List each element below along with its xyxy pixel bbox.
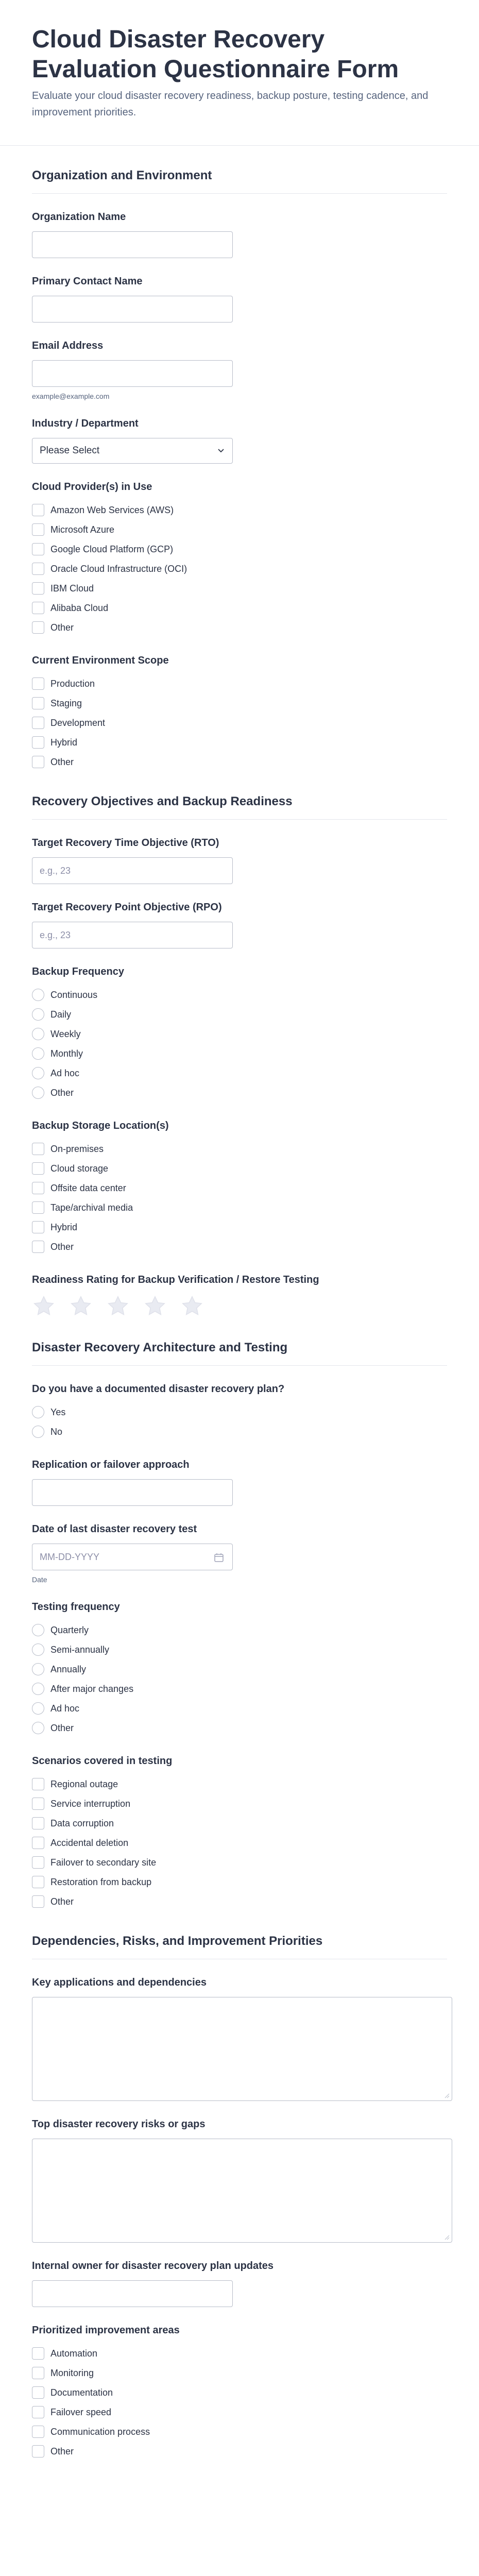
last-test-date-label: Date of last disaster recovery test <box>32 1523 197 1535</box>
option-other[interactable] <box>32 618 447 637</box>
option-other[interactable] <box>32 752 447 772</box>
checkbox[interactable] <box>32 523 44 536</box>
primary-contact-label: Primary Contact Name <box>32 276 143 287</box>
checkbox[interactable] <box>32 1182 44 1194</box>
checkbox[interactable] <box>32 2347 44 2360</box>
checkbox[interactable] <box>32 1162 44 1175</box>
field-replication <box>32 1442 447 1506</box>
testing-frequency-label: Testing frequency <box>32 1601 120 1613</box>
checkbox[interactable] <box>32 621 44 634</box>
radio[interactable] <box>32 1722 44 1734</box>
option-data-corruption[interactable] <box>32 1814 447 1833</box>
field-internal-owner <box>32 2243 447 2307</box>
option-label: Hybrid <box>50 737 78 748</box>
checkbox[interactable] <box>32 1798 44 1810</box>
last-test-date-input[interactable] <box>32 1544 233 1570</box>
readiness-rating-label: Readiness Rating for Backup Verification / Restore Testing <box>32 1274 319 1285</box>
option-communication[interactable] <box>32 2422 447 2442</box>
option-other[interactable] <box>32 1237 447 1257</box>
option-label: Ad hoc <box>50 1067 80 1078</box>
field-last-test-date <box>32 1506 447 1584</box>
radio[interactable] <box>32 1624 44 1636</box>
field-primary-contact <box>32 258 447 323</box>
star-icon[interactable] <box>32 1294 56 1318</box>
checkbox[interactable] <box>32 582 44 595</box>
star-rating <box>32 1294 447 1318</box>
option-label: Monitoring <box>50 2367 94 2378</box>
radio[interactable] <box>32 1028 44 1040</box>
field-key-applications <box>32 1959 447 2101</box>
checkbox[interactable] <box>32 563 44 575</box>
option-label: Failover to secondary site <box>50 1857 157 1868</box>
replication-input[interactable] <box>32 1479 233 1506</box>
organization-name-label: Organization Name <box>32 211 126 223</box>
option-label: Restoration from backup <box>50 1876 152 1887</box>
option-label: Alibaba Cloud <box>50 602 109 613</box>
option-ad-hoc[interactable] <box>32 1063 447 1083</box>
replication-label: Replication or failover approach <box>32 1459 190 1470</box>
option-label: Quarterly <box>50 1624 89 1635</box>
option-yes[interactable] <box>32 1402 447 1422</box>
option-label: Documentation <box>50 2387 113 2398</box>
option-semi-annually[interactable] <box>32 1640 447 1659</box>
field-improvement-areas <box>32 2307 447 2461</box>
option-service-interruption[interactable] <box>32 1794 447 1814</box>
field-backup-storage <box>32 1103 447 1257</box>
option-other[interactable] <box>32 2442 447 2461</box>
checkbox[interactable] <box>32 543 44 555</box>
radio[interactable] <box>32 1067 44 1079</box>
industry-label: Industry / Department <box>32 418 139 429</box>
option-label: After major changes <box>50 1683 134 1694</box>
field-top-risks <box>32 2101 447 2243</box>
key-applications-textarea[interactable] <box>32 1997 452 2101</box>
star-icon[interactable] <box>143 1294 167 1318</box>
rpo-label: Target Recovery Point Objective (RPO) <box>32 902 222 913</box>
option-offsite[interactable] <box>32 1178 447 1198</box>
section-title-architecture: Disaster Recovery Architecture and Testing <box>32 1318 447 1366</box>
field-industry <box>32 400 447 464</box>
radio[interactable] <box>32 1406 44 1418</box>
checkbox[interactable] <box>32 717 44 729</box>
radio[interactable] <box>32 989 44 1001</box>
checkbox[interactable] <box>32 1837 44 1849</box>
option-regional-outage[interactable] <box>32 1774 447 1794</box>
option-continuous[interactable] <box>32 985 447 1005</box>
radio[interactable] <box>32 1683 44 1695</box>
rto-label: Target Recovery Time Objective (RTO) <box>32 837 219 849</box>
primary-contact-input[interactable] <box>32 296 233 323</box>
option-quarterly[interactable] <box>32 1620 447 1640</box>
option-after-major-changes[interactable] <box>32 1679 447 1699</box>
section-title-dependencies: Dependencies, Risks, and Improvement Priorities <box>32 1911 447 1959</box>
top-risks-textarea[interactable] <box>32 2139 452 2243</box>
checkbox[interactable] <box>32 677 44 690</box>
option-failover-speed[interactable] <box>32 2402 447 2422</box>
option-label: Continuous <box>50 989 98 1000</box>
email-label: Email Address <box>32 340 104 351</box>
documented-plan-label: Do you have a documented disaster recovery plan? <box>32 1383 285 1395</box>
option-aws[interactable] <box>32 500 447 520</box>
field-documented-plan <box>32 1366 447 1442</box>
field-email <box>32 323 447 400</box>
option-label: Amazon Web Services (AWS) <box>50 504 174 515</box>
option-restoration[interactable] <box>32 1872 447 1892</box>
backup-storage-label: Backup Storage Location(s) <box>32 1120 169 1131</box>
option-label: Accidental deletion <box>50 1837 129 1848</box>
option-production[interactable] <box>32 674 447 693</box>
radio[interactable] <box>32 1426 44 1438</box>
option-staging[interactable] <box>32 693 447 713</box>
option-label: Offsite data center <box>50 1182 126 1193</box>
checkbox[interactable] <box>32 756 44 768</box>
option-label: Failover speed <box>50 2406 112 2417</box>
radio[interactable] <box>32 1663 44 1675</box>
email-input[interactable] <box>32 360 233 387</box>
form-subtitle: Evaluate your cloud disaster recovery readiness, backup posture, testing cadence, and improvement priorities. <box>32 90 429 118</box>
checkbox[interactable] <box>32 1143 44 1155</box>
scenarios-label: Scenarios covered in testing <box>32 1755 173 1767</box>
checkbox[interactable] <box>32 697 44 709</box>
industry-select-value: Please Select <box>40 445 100 456</box>
email-sublabel: example@example.com <box>32 392 110 400</box>
option-label: Staging <box>50 698 82 708</box>
checkbox[interactable] <box>32 1241 44 1253</box>
option-label: Other <box>50 1722 74 1733</box>
option-label: Daily <box>50 1009 72 1020</box>
option-label: Other <box>50 756 74 767</box>
checkbox[interactable] <box>32 1778 44 1790</box>
checkbox[interactable] <box>32 1856 44 1869</box>
key-applications-label: Key applications and dependencies <box>32 1977 207 1988</box>
checkbox[interactable] <box>32 2406 44 2418</box>
option-ad-hoc[interactable] <box>32 1699 447 1718</box>
option-monitoring[interactable] <box>32 2363 447 2383</box>
checkbox[interactable] <box>32 736 44 749</box>
option-documentation[interactable] <box>32 2383 447 2402</box>
chevron-down-icon <box>218 447 224 453</box>
option-label: Monthly <box>50 1048 83 1059</box>
option-label: Production <box>50 678 95 689</box>
option-annually[interactable] <box>32 1659 447 1679</box>
internal-owner-input[interactable] <box>32 2280 233 2307</box>
checkbox[interactable] <box>32 1221 44 1233</box>
rpo-input[interactable] <box>32 922 233 948</box>
radio[interactable] <box>32 1008 44 1021</box>
radio[interactable] <box>32 1047 44 1060</box>
section-title-objectives: Recovery Objectives and Backup Readiness <box>32 772 447 820</box>
option-failover[interactable] <box>32 1853 447 1872</box>
checkbox[interactable] <box>32 2386 44 2399</box>
option-label: Annually <box>50 1664 87 1674</box>
option-label: Other <box>50 1241 74 1252</box>
checkbox[interactable] <box>32 2367 44 2379</box>
radio[interactable] <box>32 1643 44 1656</box>
option-ibm[interactable] <box>32 579 447 598</box>
option-label: Automation <box>50 2348 98 2359</box>
field-scenarios <box>32 1738 447 1911</box>
option-no[interactable] <box>32 1422 447 1442</box>
option-label: Semi-annually <box>50 1644 110 1655</box>
option-label: Yes <box>50 1406 66 1417</box>
option-alibaba[interactable] <box>32 598 447 618</box>
calendar-icon[interactable] <box>214 1552 224 1563</box>
resize-grip-icon[interactable] <box>443 2092 450 2098</box>
option-label: Other <box>50 1896 74 1907</box>
section-title-organization: Organization and Environment <box>32 146 447 194</box>
resize-grip-icon[interactable] <box>443 2234 450 2240</box>
cloud-providers-label: Cloud Provider(s) in Use <box>32 481 152 493</box>
checkbox[interactable] <box>32 1817 44 1829</box>
option-label: Weekly <box>50 1028 81 1039</box>
option-accidental-deletion[interactable] <box>32 1833 447 1853</box>
option-label: Tape/archival media <box>50 1202 133 1213</box>
option-label: Communication process <box>50 2426 150 2437</box>
option-gcp[interactable] <box>32 539 447 559</box>
field-backup-frequency <box>32 948 447 1103</box>
field-readiness-rating <box>32 1257 447 1318</box>
backup-frequency-label: Backup Frequency <box>32 966 124 977</box>
option-label: Regional outage <box>50 1778 118 1789</box>
checkbox[interactable] <box>32 504 44 516</box>
organization-name-input[interactable] <box>32 231 233 258</box>
option-label: Google Cloud Platform (GCP) <box>50 544 174 554</box>
form-title: Cloud Disaster Recovery Evaluation Questionnaire Form <box>32 26 399 83</box>
top-risks-label: Top disaster recovery risks or gaps <box>32 2119 206 2130</box>
field-organization-name <box>32 194 447 258</box>
option-label: Other <box>50 1087 74 1098</box>
option-tape[interactable] <box>32 1198 447 1217</box>
option-oci[interactable] <box>32 559 447 579</box>
option-cloud-storage[interactable] <box>32 1159 447 1178</box>
option-label: Microsoft Azure <box>50 524 115 535</box>
option-label: Cloud storage <box>50 1163 109 1174</box>
radio[interactable] <box>32 1702 44 1715</box>
improvement-areas-label: Prioritized improvement areas <box>32 2325 180 2336</box>
checkbox[interactable] <box>32 1895 44 1908</box>
option-label: Hybrid <box>50 1222 78 1232</box>
field-cloud-providers <box>32 464 447 637</box>
option-label: Data corruption <box>50 1818 114 1828</box>
radio[interactable] <box>32 1087 44 1099</box>
checkbox[interactable] <box>32 1201 44 1214</box>
internal-owner-label: Internal owner for disaster recovery plan updates <box>32 2260 274 2272</box>
option-label: Oracle Cloud Infrastructure (OCI) <box>50 563 187 574</box>
industry-select[interactable] <box>32 438 233 464</box>
option-label: Other <box>50 2446 74 2456</box>
option-label: On-premises <box>50 1143 104 1154</box>
option-label: Other <box>50 622 74 633</box>
field-rto <box>32 820 447 884</box>
environment-scope-label: Current Environment Scope <box>32 655 169 666</box>
star-icon[interactable] <box>180 1294 204 1318</box>
date-sublabel: Date <box>32 1575 47 1584</box>
rto-input[interactable] <box>32 857 233 884</box>
option-automation[interactable] <box>32 2344 447 2363</box>
option-hybrid[interactable] <box>32 733 447 752</box>
star-icon[interactable] <box>106 1294 130 1318</box>
star-icon[interactable] <box>69 1294 93 1318</box>
option-weekly[interactable] <box>32 1024 447 1044</box>
form-header <box>0 0 479 146</box>
checkbox[interactable] <box>32 1876 44 1888</box>
option-other[interactable] <box>32 1892 447 1911</box>
option-label: Ad hoc <box>50 1703 80 1714</box>
field-rpo <box>32 884 447 948</box>
option-other[interactable] <box>32 1083 447 1103</box>
field-testing-frequency <box>32 1584 447 1738</box>
option-development[interactable] <box>32 713 447 733</box>
option-label: No <box>50 1426 63 1437</box>
option-hybrid[interactable] <box>32 1217 447 1237</box>
option-on-premises[interactable] <box>32 1139 447 1159</box>
option-other[interactable] <box>32 1718 447 1738</box>
option-azure[interactable] <box>32 520 447 539</box>
field-environment-scope <box>32 637 447 772</box>
option-monthly[interactable] <box>32 1044 447 1063</box>
checkbox[interactable] <box>32 2445 44 2458</box>
checkbox[interactable] <box>32 602 44 614</box>
option-label: Service interruption <box>50 1798 131 1809</box>
form-body <box>0 146 479 2461</box>
option-label: IBM Cloud <box>50 583 94 594</box>
checkbox[interactable] <box>32 2426 44 2438</box>
option-label: Development <box>50 717 106 728</box>
option-daily[interactable] <box>32 1005 447 1024</box>
date-placeholder: MM-DD-YYYY <box>40 1551 99 1562</box>
